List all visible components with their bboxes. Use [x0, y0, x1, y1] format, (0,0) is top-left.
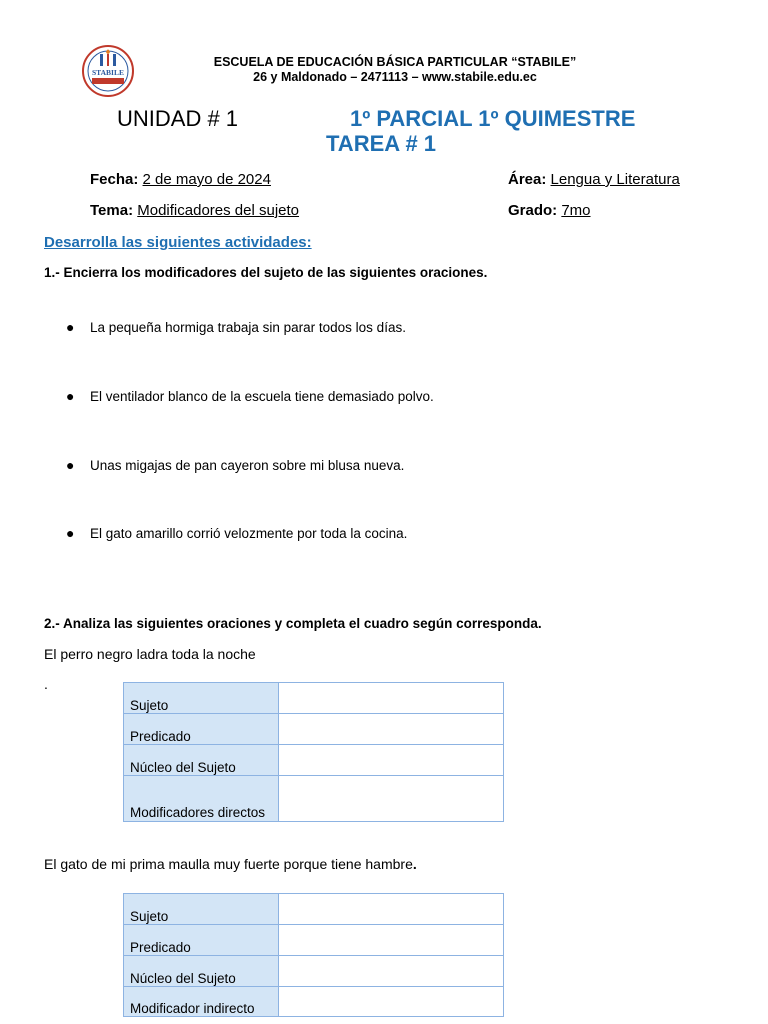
date-value: 2 de mayo de 2024 [142, 171, 271, 188]
sentence-1: El perro negro ladra toda la noche [44, 646, 256, 662]
answer-cell[interactable] [279, 683, 504, 714]
list-item: ● La pequeña hormiga trabaja sin parar todos los días. [66, 319, 406, 335]
answer-cell[interactable] [279, 925, 504, 956]
row-label: Núcleo del Sujeto [124, 956, 279, 987]
school-logo [78, 44, 138, 98]
table-row [124, 956, 504, 987]
grade-label: Grado: [508, 202, 558, 219]
row-label: Sujeto [124, 683, 279, 714]
table-row [124, 745, 504, 776]
svg-text:STABILE: STABILE [92, 68, 124, 77]
answer-cell[interactable] [279, 987, 504, 1017]
row-label: Núcleo del Sujeto [124, 745, 279, 776]
task-title: TAREA # 1 [326, 131, 437, 156]
school-contact: 26 y Maldonado – 2471113 – www.stabile.edu.ec [253, 70, 537, 84]
answer-cell[interactable] [279, 745, 504, 776]
unit-title: UNIDAD # 1 [117, 106, 239, 131]
area-value: Lengua y Literatura [550, 171, 680, 188]
area-label: Área: [508, 171, 547, 188]
bullet-icon: ● [66, 388, 75, 404]
row-label: Sujeto [124, 894, 279, 925]
table-row [124, 894, 504, 925]
list-item: ● El gato amarillo corrió velozmente por toda la cocina. [66, 525, 408, 541]
school-header [180, 55, 610, 85]
bullet-icon: ● [66, 525, 75, 541]
analysis-table-1 [123, 682, 504, 822]
sentence-2: El gato de mi prima maulla muy fuerte porque tiene hambre. [44, 856, 417, 872]
grade-value: 7mo [561, 202, 591, 219]
row-label: Modificador indirecto [124, 987, 279, 1017]
analysis-table-2 [123, 893, 504, 1017]
table-row [124, 714, 504, 745]
answer-cell[interactable] [279, 956, 504, 987]
table-row [124, 987, 504, 1017]
topic-label: Tema: [90, 202, 134, 219]
date-label: Fecha: [90, 171, 139, 188]
question-2-prompt: 2.- Analiza las siguientes oraciones y completa el cuadro según corresponda. [44, 616, 542, 631]
bullet-icon: ● [66, 319, 75, 335]
list-item: ● Unas migajas de pan cayeron sobre mi blusa nueva. [66, 457, 405, 473]
date-field [90, 171, 271, 188]
answer-cell[interactable] [279, 714, 504, 745]
area-field [508, 171, 680, 188]
topic-value: Modificadores del sujeto [137, 202, 300, 219]
table-row [124, 925, 504, 956]
row-label: Modificadores directos [124, 776, 279, 822]
question-1-prompt: 1.- Encierra los modificadores del sujeto de las siguientes oraciones. [44, 265, 488, 280]
table-row [124, 776, 504, 822]
table-row [124, 683, 504, 714]
school-name: ESCUELA DE EDUCACIÓN BÁSICA PARTICULAR “STABILE” [213, 55, 577, 69]
topic-field [90, 202, 299, 219]
row-label: Predicado [124, 925, 279, 956]
grade-field [508, 202, 591, 219]
row-label: Predicado [124, 714, 279, 745]
partial-title: 1º PARCIAL 1º QUIMESTRE [350, 106, 636, 131]
answer-cell[interactable] [279, 776, 504, 822]
stray-dot: . [44, 676, 48, 692]
answer-cell[interactable] [279, 894, 504, 925]
activities-heading: Desarrolla las siguientes actividades: [44, 234, 312, 251]
list-item: ● El ventilador blanco de la escuela tiene demasiado polvo. [66, 388, 434, 404]
bullet-icon: ● [66, 457, 75, 473]
